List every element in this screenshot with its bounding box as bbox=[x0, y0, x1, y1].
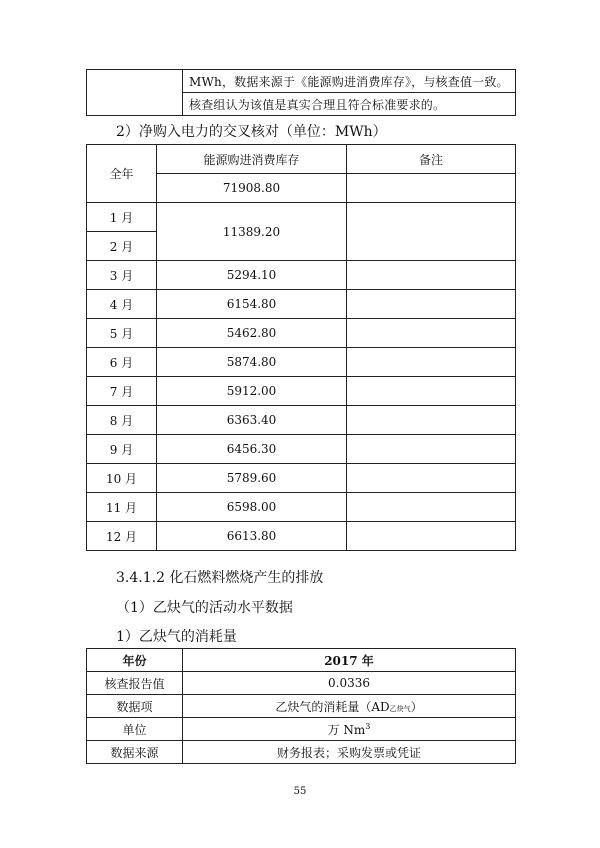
month-label: 10 月 bbox=[87, 464, 157, 493]
month-value: 5912.00 bbox=[157, 377, 347, 406]
month-value: 5789.60 bbox=[157, 464, 347, 493]
report-label: 核查报告值 bbox=[87, 672, 183, 695]
month-label: 6 月 bbox=[87, 348, 157, 377]
month-value: 6613.80 bbox=[157, 522, 347, 551]
page-number: 55 bbox=[293, 786, 307, 797]
net-power-table bbox=[86, 144, 516, 551]
month-label: 9 月 bbox=[87, 435, 157, 464]
month-note bbox=[347, 522, 516, 551]
month-label: 5 月 bbox=[87, 319, 157, 348]
net-power-heading: 2）净购入电力的交叉核对（单位：MWh） bbox=[116, 124, 387, 140]
acetylene-activity-heading: （1）乙炔气的活动水平数据 bbox=[116, 600, 293, 616]
month-row bbox=[87, 377, 516, 406]
year-label: 年份 bbox=[87, 649, 183, 672]
col-period-header: 全年 bbox=[87, 145, 157, 203]
month-row bbox=[87, 290, 516, 319]
report-value: 0.0336 bbox=[183, 672, 516, 695]
acetylene-table bbox=[86, 648, 516, 764]
note-line-1: MWh，数据来源于《能源购进消费库存》，与核查值一致。 bbox=[183, 70, 516, 93]
feb-label: 2 月 bbox=[87, 232, 157, 261]
month-row bbox=[87, 435, 516, 464]
month-label: 4 月 bbox=[87, 290, 157, 319]
month-note bbox=[347, 290, 516, 319]
unit-value-cell bbox=[183, 718, 516, 741]
section-3412-heading: 3.4.1.2 化石燃料燃烧产生的排放 bbox=[116, 570, 324, 586]
month-note bbox=[347, 319, 516, 348]
month-row bbox=[87, 406, 516, 435]
year-value: 2017 年 bbox=[183, 649, 516, 672]
month-value: 5874.80 bbox=[157, 348, 347, 377]
month-row bbox=[87, 464, 516, 493]
month-value: 6456.30 bbox=[157, 435, 347, 464]
source-label: 数据来源 bbox=[87, 741, 183, 764]
unit-label: 单位 bbox=[87, 718, 183, 741]
month-label: 12 月 bbox=[87, 522, 157, 551]
month-row bbox=[87, 493, 516, 522]
month-label: 11 月 bbox=[87, 493, 157, 522]
item-value bbox=[183, 695, 516, 718]
month-value: 5462.80 bbox=[157, 319, 347, 348]
month-label: 7 月 bbox=[87, 377, 157, 406]
month-row bbox=[87, 261, 516, 290]
month-note bbox=[347, 464, 516, 493]
continuation-table bbox=[86, 69, 516, 116]
item-main: 乙炔气的消耗量（AD bbox=[275, 699, 390, 714]
item-label: 数据项 bbox=[87, 695, 183, 718]
month-row bbox=[87, 522, 516, 551]
month-rows bbox=[87, 261, 516, 551]
annual-note bbox=[347, 174, 516, 203]
unit-value: 万 Nm bbox=[327, 722, 366, 737]
item-close: ） bbox=[410, 699, 423, 714]
month-label: 8 月 bbox=[87, 406, 157, 435]
col-note-header: 备注 bbox=[347, 145, 516, 174]
month-label: 3 月 bbox=[87, 261, 157, 290]
month-value: 6154.80 bbox=[157, 290, 347, 319]
month-note bbox=[347, 406, 516, 435]
jan-feb-note bbox=[347, 203, 516, 261]
jan-label: 1 月 bbox=[87, 203, 157, 232]
month-note bbox=[347, 435, 516, 464]
month-row bbox=[87, 348, 516, 377]
item-subscript: 乙炔气 bbox=[389, 704, 411, 713]
month-row bbox=[87, 319, 516, 348]
month-note bbox=[347, 493, 516, 522]
annual-value: 71908.80 bbox=[157, 174, 347, 203]
jan-feb-value: 11389.20 bbox=[157, 203, 347, 261]
note-line-2: 核查组认为该值是真实合理且符合标准要求的。 bbox=[183, 93, 516, 116]
acetylene-consumption-heading: 1）乙炔气的消耗量 bbox=[116, 629, 237, 645]
empty-cell bbox=[87, 70, 183, 116]
month-value: 5294.10 bbox=[157, 261, 347, 290]
month-note bbox=[347, 348, 516, 377]
month-value: 6363.40 bbox=[157, 406, 347, 435]
month-note bbox=[347, 261, 516, 290]
col-source-header: 能源购进消费库存 bbox=[157, 145, 347, 174]
month-note bbox=[347, 377, 516, 406]
unit-superscript: 3 bbox=[365, 721, 371, 731]
source-value: 财务报表；采购发票或凭证 bbox=[183, 741, 516, 764]
month-value: 6598.00 bbox=[157, 493, 347, 522]
